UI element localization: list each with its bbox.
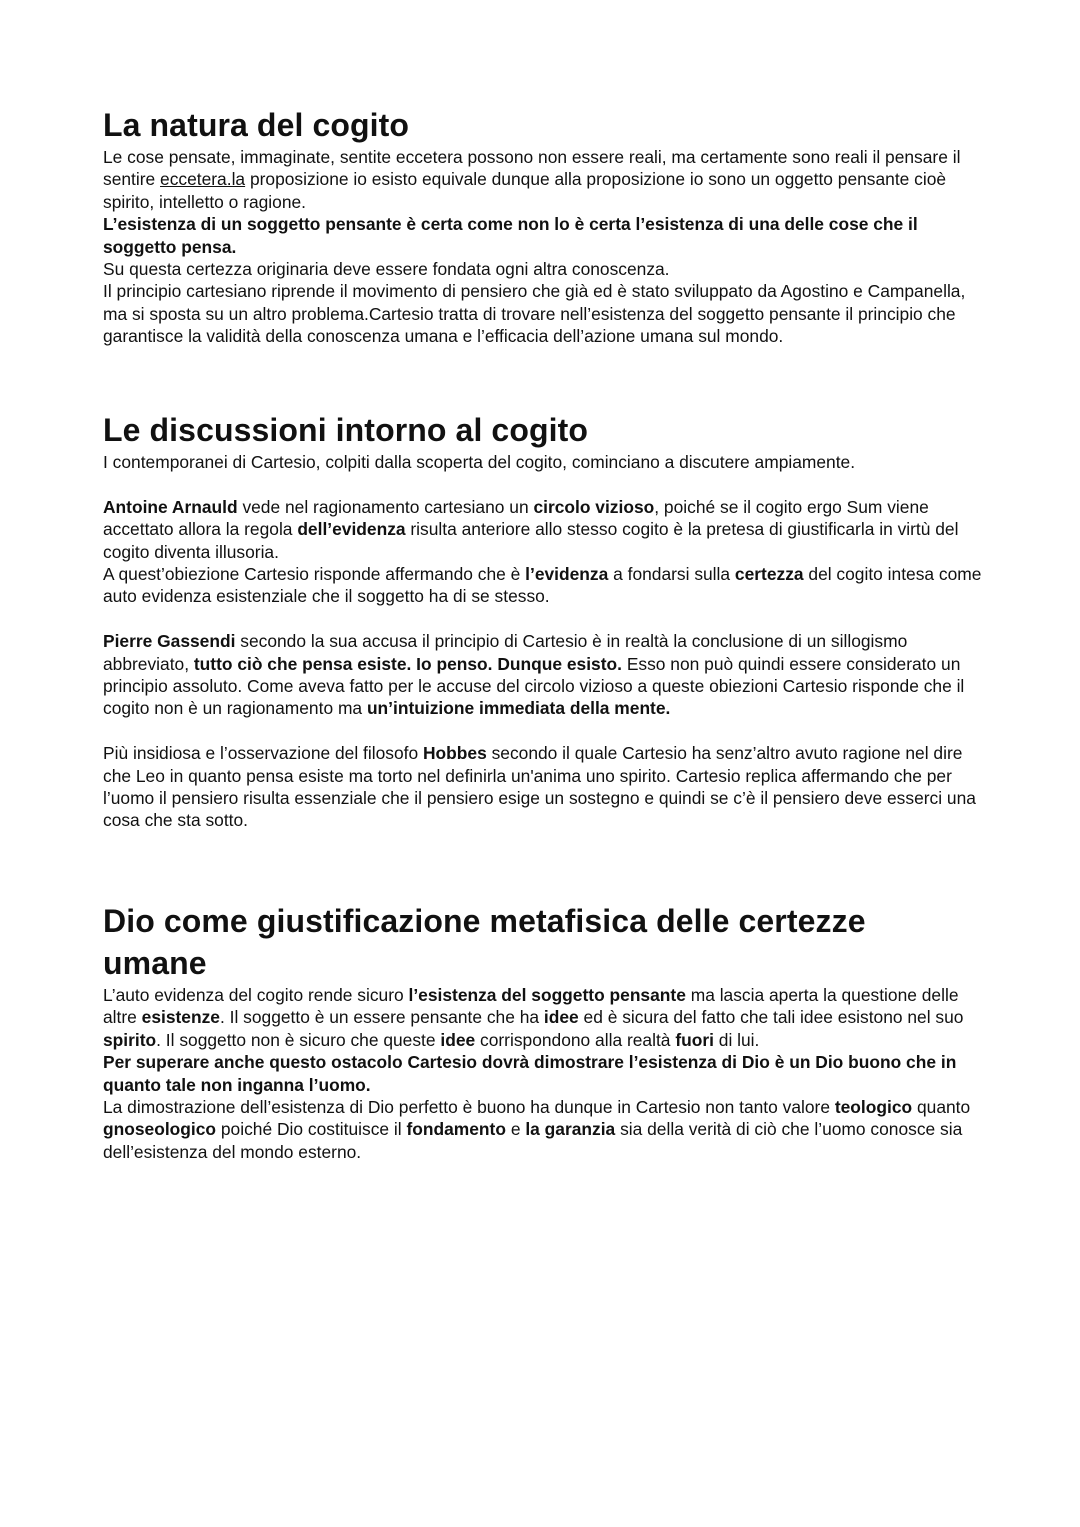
bold-paragraph	[103, 213, 983, 258]
bold-text: dell’evidenza	[297, 519, 406, 540]
paragraph-reply	[103, 563, 983, 608]
text-span: secondo la sua accusa il principio di Cartesio è in realtà la conclusione di un sillogismo abbreviato,	[103, 631, 908, 674]
text-span: La dimostrazione dell’esistenza di Dio perfetto è buono ha dunque in Cartesio non tanto valore	[103, 1097, 835, 1118]
text-span: poiché Dio costituisce il	[216, 1119, 407, 1140]
text-span: Più insidiosa e l’osservazione del filosofo	[103, 743, 423, 764]
text-span: del cogito intesa come auto evidenza esistenziale che il soggetto ha di se stesso.	[103, 564, 982, 607]
paragraph	[103, 1096, 983, 1163]
text-span: A quest’obiezione Cartesio risponde affermando che è	[103, 564, 526, 585]
paragraph	[103, 146, 983, 213]
bold-text: Hobbes	[422, 743, 487, 764]
text-span: Le cose pensate, immaginate, sentite eccetera possono non essere reali, ma certamente sono reali il pensare il sentire	[103, 147, 961, 190]
text-span: proposizione io esisto equivale dunque alla proposizione io sono un oggetto pensante cioè spirito, intelletto o ragione.	[103, 169, 947, 212]
bold-text: l’esistenza del soggetto pensante	[408, 985, 686, 1005]
paragraph: Su questa certezza originaria deve essere fondata ogni altra conoscenza.	[103, 259, 670, 280]
paragraph-arnauld	[103, 496, 983, 563]
bold-text: fuori	[675, 1029, 714, 1050]
bold-text: gnoseologico	[103, 1119, 217, 1140]
section-title: Dio come giustificazione metafisica delle certezze umane	[103, 903, 866, 981]
paragraph: Il principio cartesiano riprende il movimento di pensiero che già ed è stato sviluppato da Agostino e Campanella, ma si sposta su un altro problema.Cartesio tratta di trovare nell’esistenza del soggetto pensante il principio che garantisce la validità della conoscenza umana e l’efficacia dell’azione umana sul mondo.	[103, 281, 966, 347]
bold-text: teologico	[834, 1097, 913, 1118]
bold-text: circolo vizioso	[533, 496, 655, 517]
text-span: risulta anteriore allo stesso cogito è la pretesa di giustificarla in virtù del cogito diventa illusoria.	[103, 519, 959, 562]
text-span: Esso non può quindi essere considerato un principio assoluto. Come aveva fatto per le accuse del circolo vizioso a queste obiezioni Cartesio risponde che il cogito non è un ragionamento ma	[103, 653, 965, 719]
text-span: di lui.	[713, 1029, 760, 1050]
section-title: Le discussioni intorno al cogito	[103, 412, 589, 448]
text-span: a fondarsi sulla	[608, 564, 735, 585]
bold-text: Pierre Gassendi	[103, 631, 236, 652]
paragraph-hobbes	[103, 742, 983, 832]
bold-text: un’intuizione immediata della mente.	[366, 698, 671, 719]
text-span: corrispondono alla realtà	[475, 1029, 676, 1050]
bold-text: l’evidenza	[525, 564, 609, 585]
bold-text: spirito	[103, 1029, 157, 1050]
section-discussioni-cogito	[103, 409, 983, 832]
paragraph	[103, 984, 983, 1051]
text-span: e	[505, 1119, 526, 1140]
bold-text: Per superare anche questo ostacolo Cartesio dovrà dimostrare l’esistenza di Dio è un Dio buono che in quanto tale non inganna l’uomo.	[103, 1052, 957, 1095]
bold-text: Antoine Arnauld	[103, 496, 238, 517]
paragraph-gassendi	[103, 630, 983, 720]
text-span: quanto	[912, 1097, 971, 1118]
bold-text: esistenze	[141, 1007, 220, 1028]
text-span: , poiché se il cogito ergo Sum viene accettato allora la regola	[103, 496, 929, 540]
bold-text: idee	[440, 1029, 476, 1050]
bold-text: tutto ciò che pensa esiste. Io penso. Dunque esisto.	[193, 653, 622, 674]
bold-paragraph	[103, 1051, 983, 1096]
text-span: L’auto evidenza del cogito rende sicuro	[103, 985, 409, 1005]
section-dio-giustificazione	[103, 900, 983, 1163]
text-span: ma lascia aperta la questione delle altre	[103, 985, 959, 1028]
text-span: . Il soggetto non è sicuro che queste	[156, 1029, 441, 1050]
text-span: sia della verità di ciò che l’uomo conosce sia dell’esistenza del mondo esterno.	[103, 1119, 963, 1162]
bold-text: certezza	[734, 564, 804, 585]
section-title: La natura del cogito	[103, 107, 410, 143]
section-natura-cogito	[103, 104, 983, 348]
text-span: secondo il quale Cartesio ha senz’altro avuto ragione nel dire che Leo in quanto pensa esiste ma torto nel definirla un'anima uno spirito. Cartesio replica affermando che per l’uomo il pensiero risulta essenziale che il pensiero esige un sostegno e quindi se c’è il pensiero deve esserci una cosa che sta sotto.	[103, 743, 976, 831]
bold-text: la garanzia	[525, 1119, 616, 1140]
text-span: vede nel ragionamento cartesiano un	[237, 496, 534, 517]
link-eccetera[interactable]: eccetera.la	[160, 169, 246, 190]
bold-text: L’esistenza di un soggetto pensante è certa come non lo è certa l’esistenza di una delle cose che il soggetto pensa.	[103, 214, 918, 257]
paragraph: I contemporanei di Cartesio, colpiti dalla scoperta del cogito, cominciano a discutere ampiamente.	[103, 452, 856, 472]
bold-text: idee	[543, 1007, 579, 1028]
text-span: ed è sicura del fatto che tali idee esistono nel suo	[578, 1007, 964, 1028]
bold-text: fondamento	[406, 1119, 506, 1140]
text-span: . Il soggetto è un essere pensante che ha	[219, 1007, 544, 1028]
